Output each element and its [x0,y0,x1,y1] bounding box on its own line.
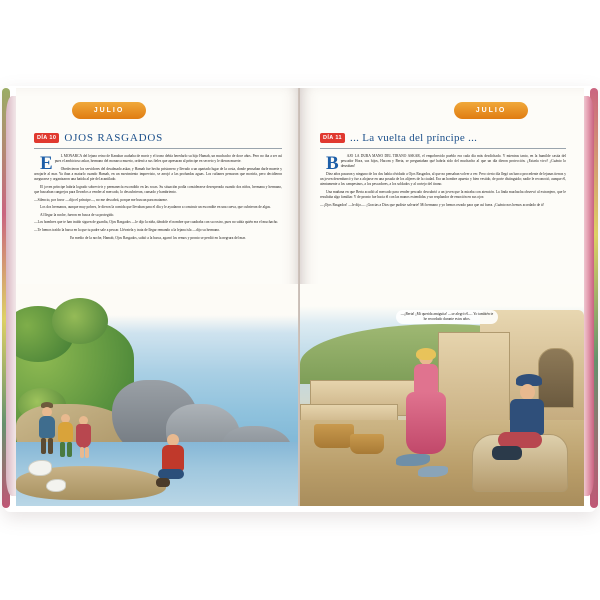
seagull [46,479,66,492]
seagull [28,460,52,476]
right-page-illustration [300,284,584,506]
left-paragraph-text: L MONARCA del lejano reino de Kanabar acababa de morir y el trono debía heredarlo su hijo Hamab, un muchacho de doce años. Pero no iba a ser así pues el ambicioso askar, hermano del monarca muerto, ordenó a sus fieles que apresaran al príncipe en secreto y le dieran muerte. [54,154,282,164]
figure-prince-seated [156,434,190,492]
right-page [300,88,584,506]
left-paragraph: —Silencio, por favor —dijo el príncipe—, no me descabrá, porque me buscan para matarme. [34,197,168,202]
figure-fisherman-man [38,402,56,454]
left-body-text [34,154,282,243]
right-paragraph-text: AJO LA DURA MANO DEL TIRANO ASKAR, el empobrecido pueblo era cada día más desdichado. Y mientras tanto, en la humilde casita del pescador Hora, sus hijos, Hacom y Berta, se preguntaban qué habría sido del muchacho al que un día dieron protección. ¿Estaría vivo? ¿Cuánto lo deseaban! [340,154,566,169]
right-dropcap: B [326,153,339,174]
fish-basket [350,434,384,454]
left-paragraph: —Te hemos traído la barca en la que tu padre sale a pescar. Llévatela y trata de llegar remando a la lejana isla —dijo su hermano. [34,227,221,232]
tree-foliage [52,298,108,344]
left-title-rule [34,148,282,149]
right-paragraph: Una mañana en que Berta acudió al mercado para vender pescado descubrió a un joven que la miraba con atención. La linda muchacha observó al extranjero, que le resultaba algo familiar. Y de pronto fue hacia él con las manos extendidas y un resplandor de emoción en sus ojos: [320,190,566,200]
right-paragraph [320,153,566,174]
open-book [6,88,594,508]
right-title-rule [320,148,566,149]
left-story-title: OJOS RASGADOS [64,132,164,144]
month-tab-left: JULIO [72,102,146,119]
left-paragraph: Los dos hermanos, aunque muy pobres, le dieron la comida que llevaban para el día y le ayudaron a construir un escondite en una cueva, que cubrieron de algas. [40,205,271,210]
figure-prince-seated [500,376,560,484]
right-paragraph: —¡Ojos Rasgados! —le dijo—. ¡Gracias a Dios que pudiste salvarte! Mi hermano y yo hemos rezado para que así fuera. ¡Cuánto nos hemos acordado de ti! [320,202,545,207]
right-paragraph: Diez años pasaron y ninguno de los dos había olvidado a Ojos Rasgados, al que no pensaban volver a ver. Pero cierto día llegó un barco procedente de lejanas tierras y un joven desembarcó y fue a alojarse en una posada de los alijeres de la ciudad. Era un hombre apuesto y bien vestido, de porte distinguido; nadie le reconoció, aunque él, atentamente a los campesinos, a los pescadores, a los soldados y al cortejo del tirano. [320,172,566,187]
left-paragraph: Obedecieron los servidores del desalmado askar, y Hamab fue hecho prisionero y llevado a un apartado lugar de la costa, donde pensaban darle muerte y arrojarle al mar. Ya iban a matarlo cuando Hamab, en un movimiento imprevisto, se arrojó a las profundas aguas. Los rufianes pensaron que moriría, pero decidieron asegurarse y organizaron una batida al pie del acantilado. [34,166,282,182]
fish-basket [314,424,354,448]
left-page-illustration [16,284,300,506]
right-story-header [320,130,566,146]
left-paragraph: —Los hombres que te han traído siguen de guardia, Ojos Rasgados —le dijo la niña, dándole el nombre que cuadraba con su rostro, pues no sabía quién era el muchacho. [34,220,279,225]
figure-berta-pink-dress [404,350,448,458]
left-page [16,88,300,506]
speech-bubble: —¡Berta! ¡Mi querida amiguita! —se alegró él—. Yo también te he recordado durante estos años. [396,310,498,324]
right-day-badge: DÍA 11 [320,133,345,143]
left-paragraph: Al llegar la noche, fueron en busca de su protegido. [40,212,115,217]
right-story-title: ... La vuelta del príncipe ... [350,132,478,144]
figure-boy [58,414,74,458]
figure-girl [76,416,92,458]
left-story-header [34,130,282,146]
left-paragraph: En medio de la noche, Hamab, Ojos Rasgados, subió a la barca, agarró los remos y pronto se perdió en la negrura del mar. [70,235,246,240]
month-tab-right: JULIO [454,102,528,119]
left-day-badge: DÍA 10 [34,133,59,143]
left-dropcap: E [40,153,53,174]
left-paragraph: El joven príncipe habría logrado sobrevivir y permanecía escondido en las rocas. Su situación podía considerarse desesperada cuando dos niños, hermana y hermano, que buscaban cangrejos para llevarlos a vender al mercado, lo descubrieron, cansado y hambriento. [34,184,282,194]
right-body-text [320,154,566,210]
fish [418,466,448,477]
